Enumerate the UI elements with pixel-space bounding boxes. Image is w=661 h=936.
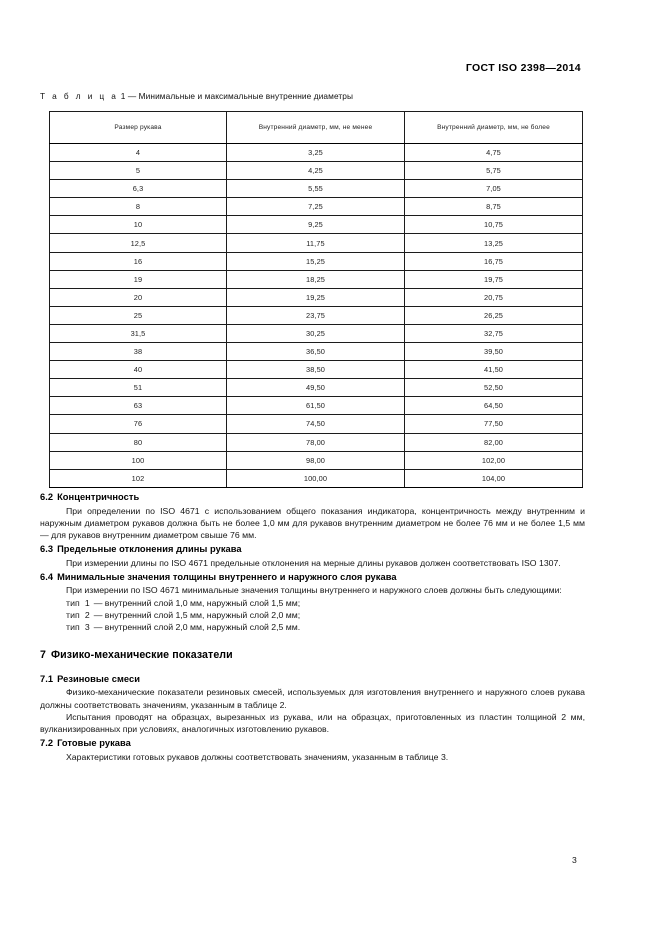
section-title-7-1: Резиновые смеси bbox=[57, 673, 140, 684]
cell-inner-diameter-min: 23,75 bbox=[227, 306, 405, 324]
cell-inner-diameter-min: 61,50 bbox=[227, 397, 405, 415]
cell-hose-size: 25 bbox=[50, 306, 227, 324]
cell-hose-size: 40 bbox=[50, 361, 227, 379]
hose-type-item bbox=[40, 621, 585, 633]
cell-hose-size: 20 bbox=[50, 288, 227, 306]
section-title-6-2: Концентричность bbox=[57, 492, 140, 502]
cell-hose-size: 16 bbox=[50, 252, 227, 270]
hose-type-text: — внутренний слой 1,5 мм, наружный слой 2,0 мм; bbox=[93, 609, 301, 620]
table-row bbox=[50, 198, 583, 216]
cell-inner-diameter-max: 77,50 bbox=[405, 415, 583, 433]
hose-type-label: тип bbox=[66, 622, 80, 633]
cell-inner-diameter-max: 102,00 bbox=[405, 451, 583, 469]
table-row bbox=[50, 234, 583, 252]
table-row bbox=[50, 343, 583, 361]
table-row bbox=[50, 415, 583, 433]
table-row bbox=[50, 216, 583, 234]
hose-type-text: — внутренний слой 1,0 мм, наружный слой 1,5 мм; bbox=[93, 597, 301, 608]
section-number-7-2: 7.2 bbox=[40, 738, 54, 749]
cell-hose-size: 76 bbox=[50, 415, 227, 433]
hose-type-item bbox=[40, 609, 585, 621]
cell-inner-diameter-max: 7,05 bbox=[405, 180, 583, 198]
cell-inner-diameter-max: 39,50 bbox=[405, 343, 583, 361]
cell-inner-diameter-min: 100,00 bbox=[227, 469, 405, 487]
cell-inner-diameter-min: 3,25 bbox=[227, 144, 405, 162]
table-row bbox=[50, 306, 583, 324]
paragraph-6-3: При измерении длины по ISO 4671 предельные отклонения на мерные длины рукавов должен соответствовать ISO 1307. bbox=[66, 557, 561, 568]
hose-type-label: тип bbox=[66, 609, 80, 620]
table-head bbox=[50, 112, 583, 144]
section-heading-6-3 bbox=[40, 544, 585, 554]
column-header-inner-diameter-max: Внутренний диаметр, мм, не более bbox=[405, 112, 583, 144]
cell-inner-diameter-max: 4,75 bbox=[405, 144, 583, 162]
cell-inner-diameter-max: 82,00 bbox=[405, 433, 583, 451]
section-title-6-4: Минимальные значения толщины внутреннего и наружного слоя рукава bbox=[57, 571, 397, 582]
table-row bbox=[50, 144, 583, 162]
table-row bbox=[50, 379, 583, 397]
cell-hose-size: 6,3 bbox=[50, 180, 227, 198]
cell-inner-diameter-max: 5,75 bbox=[405, 162, 583, 180]
cell-inner-diameter-max: 19,75 bbox=[405, 270, 583, 288]
paragraph-7-2: Характеристики готовых рукавов должны соответствовать значениям, указанным в таблице 3. bbox=[66, 751, 449, 762]
cell-hose-size: 19 bbox=[50, 270, 227, 288]
table-row bbox=[50, 361, 583, 379]
table-caption-word: Т а б л и ц а bbox=[40, 91, 119, 101]
cell-inner-diameter-max: 26,25 bbox=[405, 306, 583, 324]
cell-inner-diameter-min: 38,50 bbox=[227, 361, 405, 379]
cell-inner-diameter-max: 20,75 bbox=[405, 288, 583, 306]
cell-inner-diameter-min: 7,25 bbox=[227, 198, 405, 216]
table-row bbox=[50, 451, 583, 469]
section-heading-6-4 bbox=[40, 572, 585, 582]
section-heading-7-2 bbox=[40, 738, 585, 748]
cell-inner-diameter-max: 16,75 bbox=[405, 252, 583, 270]
cell-inner-diameter-min: 98,00 bbox=[227, 451, 405, 469]
cell-hose-size: 31,5 bbox=[50, 324, 227, 342]
hose-type-list bbox=[40, 597, 585, 634]
cell-hose-size: 102 bbox=[50, 469, 227, 487]
cell-inner-diameter-min: 15,25 bbox=[227, 252, 405, 270]
cell-inner-diameter-max: 64,50 bbox=[405, 397, 583, 415]
table-caption-number: 1 bbox=[120, 91, 126, 101]
section-heading-7-1 bbox=[40, 674, 585, 684]
diameters-table bbox=[49, 111, 583, 488]
table-row bbox=[50, 397, 583, 415]
table-row bbox=[50, 180, 583, 198]
paragraph-7-1-a: Физико-механические показатели резиновых смесей, используемых для изготовления внутреннего и наружного слоев рукава должны соответствовать значениям, указанным в таблице 2. bbox=[40, 687, 585, 710]
cell-inner-diameter-max: 10,75 bbox=[405, 216, 583, 234]
cell-inner-diameter-min: 30,25 bbox=[227, 324, 405, 342]
cell-inner-diameter-max: 32,75 bbox=[405, 324, 583, 342]
cell-inner-diameter-min: 5,55 bbox=[227, 180, 405, 198]
cell-hose-size: 12,5 bbox=[50, 234, 227, 252]
paragraph-7-1-b: Испытания проводят на образцах, вырезанных из рукава, или на образцах, приготовленных из пластин толщиной 2 мм, вулканизированных при условиях, аналогичных изготовлению рукавов. bbox=[40, 712, 585, 735]
cell-inner-diameter-min: 49,50 bbox=[227, 379, 405, 397]
cell-hose-size: 8 bbox=[50, 198, 227, 216]
section-title-6-3: Предельные отклонения длины рукава bbox=[57, 544, 242, 555]
section-number-6-3: 6.3 bbox=[40, 544, 54, 555]
section-number-6-4: 6.4 bbox=[40, 571, 54, 582]
section-number-7: 7 bbox=[40, 648, 46, 661]
section-heading-6-2 bbox=[40, 492, 585, 502]
paragraph-6-2: При определении по ISO 4671 с использованием общего показания индикатора, концентричность между внутренним и наружным диаметром рукавов должна быть не более 1,0 мм для рукавов внутренним диаметром не более 76 мм и не более 1,5 мм — для рукавов внутренним диаметром свыше 76 мм. bbox=[40, 505, 585, 541]
column-header-hose-size: Размер рукава bbox=[50, 112, 227, 144]
hose-type-number: 1 bbox=[84, 597, 90, 608]
hose-type-number: 2 bbox=[84, 609, 90, 620]
cell-inner-diameter-min: 78,00 bbox=[227, 433, 405, 451]
cell-inner-diameter-min: 36,50 bbox=[227, 343, 405, 361]
cell-inner-diameter-min: 4,25 bbox=[227, 162, 405, 180]
cell-hose-size: 38 bbox=[50, 343, 227, 361]
hose-type-label: тип bbox=[66, 597, 80, 608]
section-title-7: Физико-механические показатели bbox=[51, 648, 233, 661]
cell-inner-diameter-min: 74,50 bbox=[227, 415, 405, 433]
cell-hose-size: 5 bbox=[50, 162, 227, 180]
cell-inner-diameter-max: 104,00 bbox=[405, 469, 583, 487]
table-body bbox=[50, 144, 583, 488]
hose-type-text: — внутренний слой 2,0 мм, наружный слой 2,5 мм. bbox=[93, 622, 301, 633]
cell-inner-diameter-max: 41,50 bbox=[405, 361, 583, 379]
cell-hose-size: 100 bbox=[50, 451, 227, 469]
document-body bbox=[40, 492, 585, 763]
cell-hose-size: 63 bbox=[50, 397, 227, 415]
hose-type-item bbox=[40, 597, 585, 609]
table-row bbox=[50, 252, 583, 270]
table-caption-text: — Минимальные и максимальные внутренние диаметры bbox=[127, 91, 354, 101]
cell-inner-diameter-min: 9,25 bbox=[227, 216, 405, 234]
cell-hose-size: 51 bbox=[50, 379, 227, 397]
table-row bbox=[50, 324, 583, 342]
document-header-standard-id: ГОСТ ISO 2398—2014 bbox=[465, 62, 581, 74]
section-number-6-2: 6.2 bbox=[40, 492, 54, 502]
table-caption bbox=[40, 91, 353, 101]
cell-hose-size: 10 bbox=[50, 216, 227, 234]
cell-inner-diameter-max: 8,75 bbox=[405, 198, 583, 216]
table-row bbox=[50, 469, 583, 487]
cell-inner-diameter-max: 13,25 bbox=[405, 234, 583, 252]
cell-inner-diameter-min: 19,25 bbox=[227, 288, 405, 306]
column-header-inner-diameter-min: Внутренний диаметр, мм, не менее bbox=[227, 112, 405, 144]
paragraph-6-4: При измерении по ISO 4671 минимальные значения толщины внутреннего и наружного слоев должны быть следующими: bbox=[66, 585, 562, 596]
table-header-row bbox=[50, 112, 583, 144]
page-number: 3 bbox=[572, 855, 577, 865]
section-heading-7 bbox=[40, 649, 585, 661]
cell-hose-size: 4 bbox=[50, 144, 227, 162]
cell-inner-diameter-min: 18,25 bbox=[227, 270, 405, 288]
table-row bbox=[50, 433, 583, 451]
table-row bbox=[50, 162, 583, 180]
section-number-7-1: 7.1 bbox=[40, 673, 54, 684]
cell-hose-size: 80 bbox=[50, 433, 227, 451]
section-title-7-2: Готовые рукава bbox=[57, 738, 131, 749]
cell-inner-diameter-max: 52,50 bbox=[405, 379, 583, 397]
table-row bbox=[50, 270, 583, 288]
hose-type-number: 3 bbox=[84, 622, 90, 633]
table-row bbox=[50, 288, 583, 306]
cell-inner-diameter-min: 11,75 bbox=[227, 234, 405, 252]
